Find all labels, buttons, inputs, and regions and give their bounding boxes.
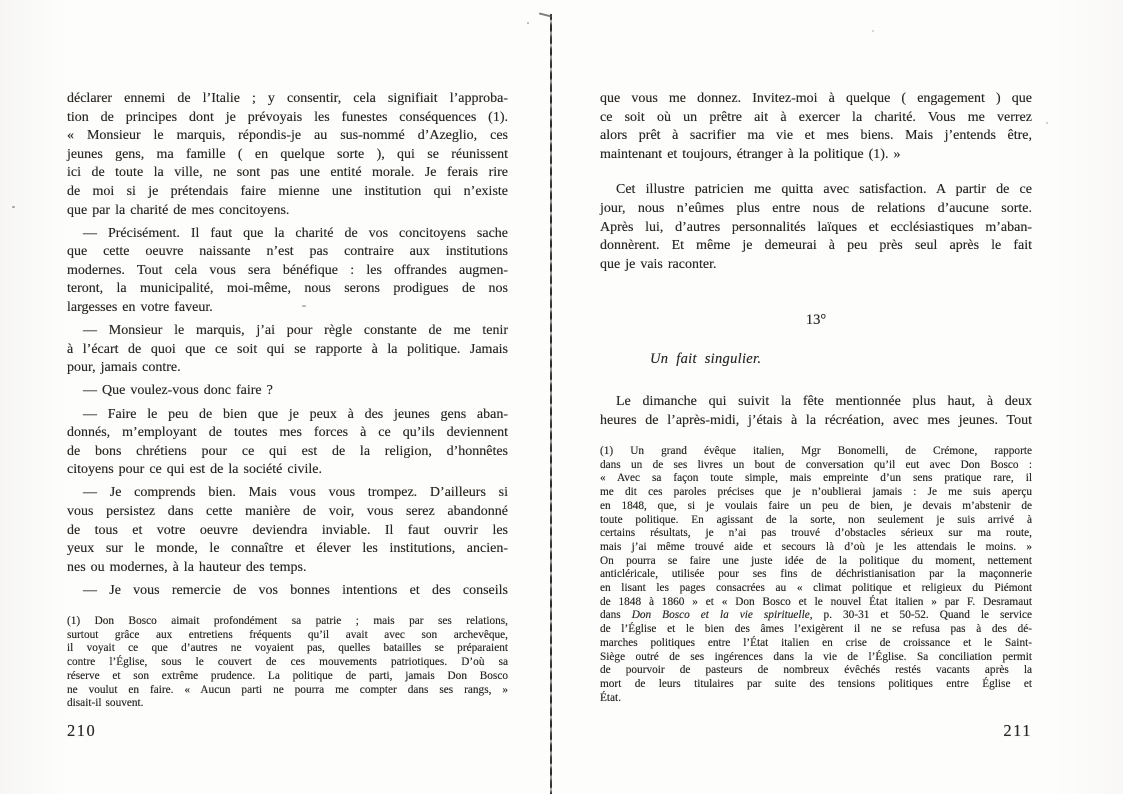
- text-line: dans un de ses livres un bout de conversation qu’il eut avec Don Bosco :: [600, 458, 1032, 471]
- text-line: — Je comprends bien. Mais vous vous trompez. D’ailleurs si: [83, 485, 508, 501]
- scan-speck: [302, 305, 306, 307]
- page-gutter-fold: [550, 14, 552, 794]
- text-line: de tous et votre oeuvre deviendra inviable. Il faut ouvrir les: [67, 522, 508, 538]
- paragraph: [600, 181, 1032, 274]
- text-line: nes ou modernes, à la hauteur des temps.: [67, 559, 307, 575]
- text-line: — Je vous remercie de vos bonnes intentions et des conseils: [83, 582, 508, 598]
- text-line: mort de leurs titulaires par suite des tensions politiques entre Église et: [600, 677, 1032, 690]
- right-page: [600, 0, 1032, 794]
- text-line: que vous me donnez. Invitez-moi à quelque ( engagement ) que: [600, 91, 1032, 106]
- text-line: de bons chrétiens pour ce qui est de la religion, d’honnêtes: [67, 443, 508, 459]
- page-number-right: 211: [1003, 721, 1032, 740]
- left-page-body: [67, 90, 508, 600]
- text-line: (1) Un grand évêque italien, Mgr Bonomelli, de Crémone, rapporte: [600, 445, 1032, 457]
- text-line: heures de l’après-midi, j’étais à la récréation, avec mes jeunes. Tout: [600, 412, 1032, 428]
- text-line: — Faire le peu de bien que je peux à des jeunes gens aban-: [83, 406, 508, 422]
- text-line: disait-il souvent.: [67, 697, 144, 710]
- text-line: mais j’ai même trouvé aide et secours là d’où je les attendais le moins. »: [600, 540, 1032, 553]
- scan-speck: [12, 206, 15, 208]
- text-line: pour, jamais contre.: [67, 360, 181, 376]
- text-line: vous persistez dans cette manière de voir, vous serez abandonné: [67, 503, 508, 519]
- text-line: déclarer ennemi de l’Italie ; y consentir, cela signifiait l’approba-: [67, 91, 508, 106]
- text-line: que cette oeuvre naissante n’est pas contraire aux institutions: [67, 244, 508, 260]
- text-line: yeux sur le monde, le connaître et élever les institutions, ancien-: [67, 541, 508, 557]
- left-page-footnote: [67, 615, 508, 711]
- text-line: ce soit où un prêtre ait à exercer la charité. Vous me verrez: [600, 109, 1032, 125]
- text-line: toute politique. En agissant de la sorte, non seulement je suis arrivé à: [600, 513, 1032, 526]
- text-line: Le dimanche qui suivit la fête mentionnée plus haut, à deux: [616, 394, 1032, 409]
- text-line: surtout grâce aux entretiens fréquents qu’il avait avec son archevêque,: [67, 628, 508, 641]
- text-line: citoyens pour ce qui est de la société civile.: [67, 462, 322, 478]
- right-page-footnote: [600, 445, 1032, 705]
- text-line: certains résultats, je n’ai pas trouvé d’obstacles sérieux sur ma route,: [600, 527, 1032, 540]
- paragraph: [600, 445, 1032, 705]
- text-line: [600, 609, 1032, 623]
- paragraph: [67, 582, 508, 601]
- text-line: marches politiques entre l’État italien en crise de croissance et le Saint-: [600, 636, 1032, 649]
- text-line: tion de principes dont je prévoyais les funestes conséquences (1).: [67, 109, 508, 125]
- scan-speck: [527, 22, 529, 24]
- text-line: largesses en votre faveur.: [67, 300, 213, 316]
- text-line: — Monsieur le marquis, j’ai pour règle constante de me tenir: [83, 323, 508, 339]
- paragraph: [600, 90, 1032, 164]
- paragraph: [67, 615, 508, 711]
- text-line: de pourvoir de pasteurs de nombreux évêchés restés vacants après la: [600, 664, 1032, 677]
- text-line: — Précisément. Il faut que la charité de vos concitoyens sache: [83, 225, 508, 241]
- text-line: « Monsieur le marquis, répondis-je au sus-nommé d’Azeglio, ces: [67, 128, 508, 144]
- text-line: ne voulut en faire. « Aucun parti ne pourra me compter dans ses rangs, »: [67, 683, 508, 696]
- text-line: il voyait ce que d’autres ne voyaient pas, quelles batailles se préparaient: [67, 642, 508, 655]
- text-segment: , p. 30-31 et 50-52. Quand le service: [809, 609, 1032, 622]
- text-line: teront, la municipalité, moi-même, nous serons prodigues de nos: [67, 281, 508, 297]
- text-line: — Que voulez-vous donc faire ?: [83, 383, 273, 399]
- section-subtitle: Un fait singulier.: [650, 351, 762, 367]
- text-line: Après lui, d’autres personnalités laïques et ecclésiastiques m’aban-: [600, 219, 1032, 235]
- text-line: en 1848, que, si je voulais faire un peu de bien, je devais m’abstenir de: [600, 499, 1032, 512]
- page-number-left: 210: [67, 721, 97, 740]
- text-line: (1) Don Bosco aimait profondément sa patrie ; mais par ses relations,: [67, 615, 508, 627]
- paragraph: [67, 225, 508, 318]
- gutter-top-mark: [539, 12, 552, 17]
- text-line: On pourra se faire une juste idée de la politique du moment, nettement: [600, 554, 1032, 567]
- text-line: anticléricale, utilisée pour ses fins de déchristianisation par la maçonnerie: [600, 568, 1032, 581]
- text-line: réserve et son extrême prudence. La politique de parti, jamais Don Bosco: [67, 669, 508, 682]
- text-line: maintenant et toujours, étranger à la politique (1). »: [600, 146, 901, 162]
- text-line: en lisant les pages consacrées au « climat politique et religieux du Piémont: [600, 582, 1032, 595]
- section-heading: 13°: [805, 312, 827, 328]
- text-line: de l’Église et le bien des âmes l’exigèrent il ne se refusa pas à des dé-: [600, 623, 1032, 636]
- text-line: me dit ces paroles précises que je n’oublierai jamais : Je me suis aperçu: [600, 486, 1032, 499]
- right-page-body-top: [600, 90, 1032, 274]
- paragraph: [67, 484, 508, 577]
- text-line: donnés, m’employant de toutes mes forces à ce qu’ils deviennent: [67, 425, 508, 441]
- text-line: modernes. Tout cela vous sera bénéfique : les offrandes augmen-: [67, 262, 508, 278]
- scan-speck: [872, 30, 874, 32]
- text-line: de 1848 à 1860 » et « Don Bosco et le nouvel État italien » par F. Desramaut: [600, 595, 1032, 608]
- paragraph: [67, 322, 508, 378]
- paragraph: [600, 393, 1032, 430]
- text-line: Cet illustre patricien me quitta avec satisfaction. A partir de ce: [616, 182, 1032, 198]
- paragraph: [67, 382, 508, 401]
- text-line: alors prêt à sacrifier ma vie et mes biens. Mais j’entends être,: [600, 128, 1032, 144]
- text-line: « Avec sa façon toute simple, mais empreinte d’un sens pratique rare, il: [600, 472, 1032, 485]
- text-line: État.: [600, 691, 622, 704]
- right-page-body-after: [600, 393, 1032, 430]
- text-line: donnèrent. Et même je demeurai à peu près seul après le fait: [600, 238, 1032, 254]
- paragraph: [67, 90, 508, 220]
- text-line: ici de toute la ville, ne sont pas une entité morale. Je ferais rire: [67, 165, 508, 181]
- text-line: de moi si je prétendais faire mienne une institution qui n’existe: [67, 183, 508, 199]
- italic-text: Don Bosco et la vie spirituelle: [631, 609, 810, 622]
- paragraph: [67, 406, 508, 480]
- scan-speck: [1046, 122, 1048, 124]
- text-line: que je vais raconter.: [600, 256, 717, 272]
- text-line: que par la charité de mes concitoyens.: [67, 202, 290, 218]
- text-line: à l’écart de quoi que ce soit qui se rapporte à la politique. Jamais: [67, 341, 508, 357]
- text-line: jour, nous n’eûmes plus entre nous de relations d’aucune sorte.: [600, 200, 1032, 216]
- text-line: jeunes gens, ma famille ( en quelque sorte ), qui se réunissent: [67, 146, 508, 162]
- text-line: Siège outré de ses ingérences dans la vie de l’Église. Sa conciliation permit: [600, 650, 1032, 663]
- text-line: contre l’Église, sous le couvert de ces mouvements patriotiques. D’où sa: [67, 656, 508, 669]
- text-segment: dans: [600, 609, 632, 622]
- left-page: [67, 0, 508, 794]
